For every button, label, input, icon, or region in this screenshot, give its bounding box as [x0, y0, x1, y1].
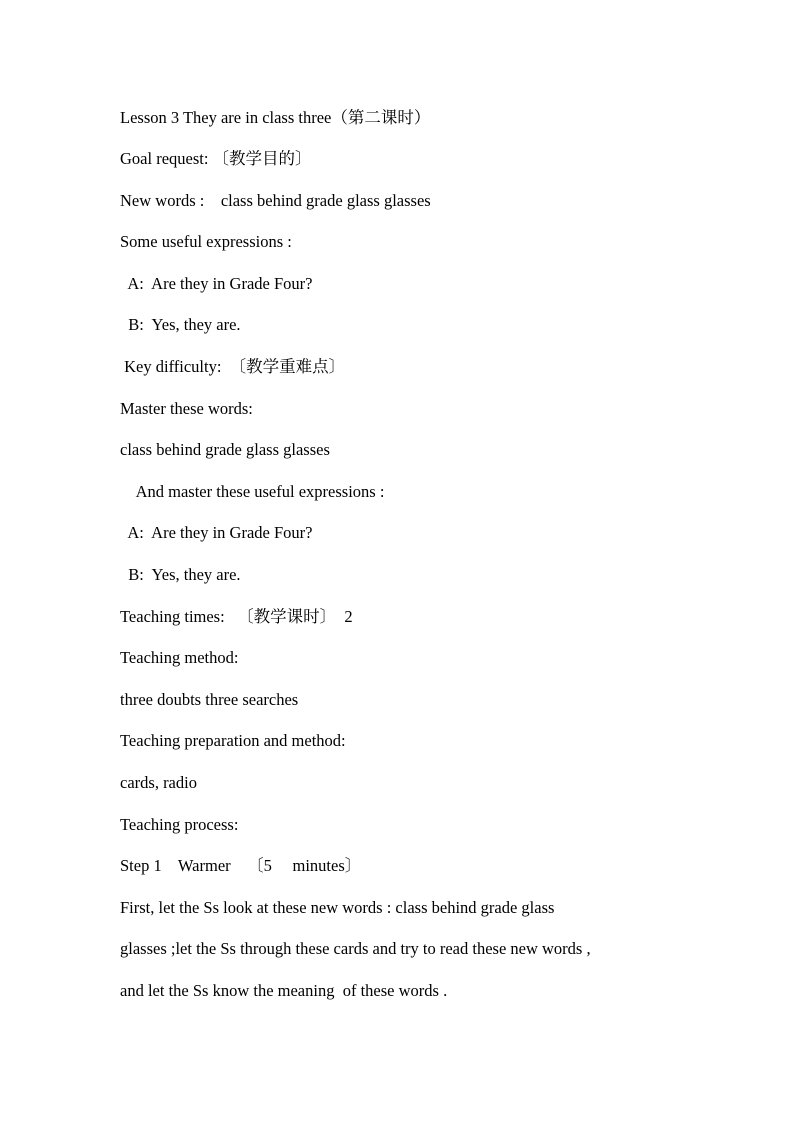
useful-expressions-heading: Some useful expressions :: [120, 232, 292, 251]
lesson-title: Lesson 3 They are in class three（第二课时）: [120, 108, 431, 127]
new-words-line: New words : class behind grade glass glasses: [120, 191, 431, 210]
master-words-list: class behind grade glass glasses: [120, 440, 330, 459]
master-expression-answer: B: Yes, they are.: [120, 565, 241, 584]
step-1-text-line-1: First, let the Ss look at these new words : class behind grade glass: [120, 898, 555, 917]
step-1-text-line-2: glasses ;let the Ss through these cards and try to read these new words ,: [120, 939, 591, 958]
goal-request-heading: Goal request: 〔教学目的〕: [120, 149, 312, 168]
teaching-method-value: three doubts three searches: [120, 690, 299, 709]
teaching-method-heading: Teaching method:: [120, 648, 239, 667]
master-expressions-heading: And master these useful expressions :: [120, 482, 385, 501]
expression-question: A: Are they in Grade Four?: [120, 274, 313, 293]
expression-answer: B: Yes, they are.: [120, 315, 241, 334]
key-difficulty-heading: Key difficulty: 〔教学重难点〕: [120, 357, 346, 376]
step-1-text-line-3: and let the Ss know the meaning of these words .: [120, 981, 448, 1000]
step-1-heading: Step 1 Warmer 〔5 minutes〕: [120, 856, 362, 875]
teaching-preparation-value: cards, radio: [120, 773, 197, 792]
teaching-process-heading: Teaching process:: [120, 815, 239, 834]
teaching-preparation-heading: Teaching preparation and method:: [120, 731, 346, 750]
master-words-heading: Master these words:: [120, 399, 253, 418]
master-expression-question: A: Are they in Grade Four?: [120, 523, 313, 542]
teaching-times-line: Teaching times: 〔教学课时〕 2: [120, 607, 353, 626]
